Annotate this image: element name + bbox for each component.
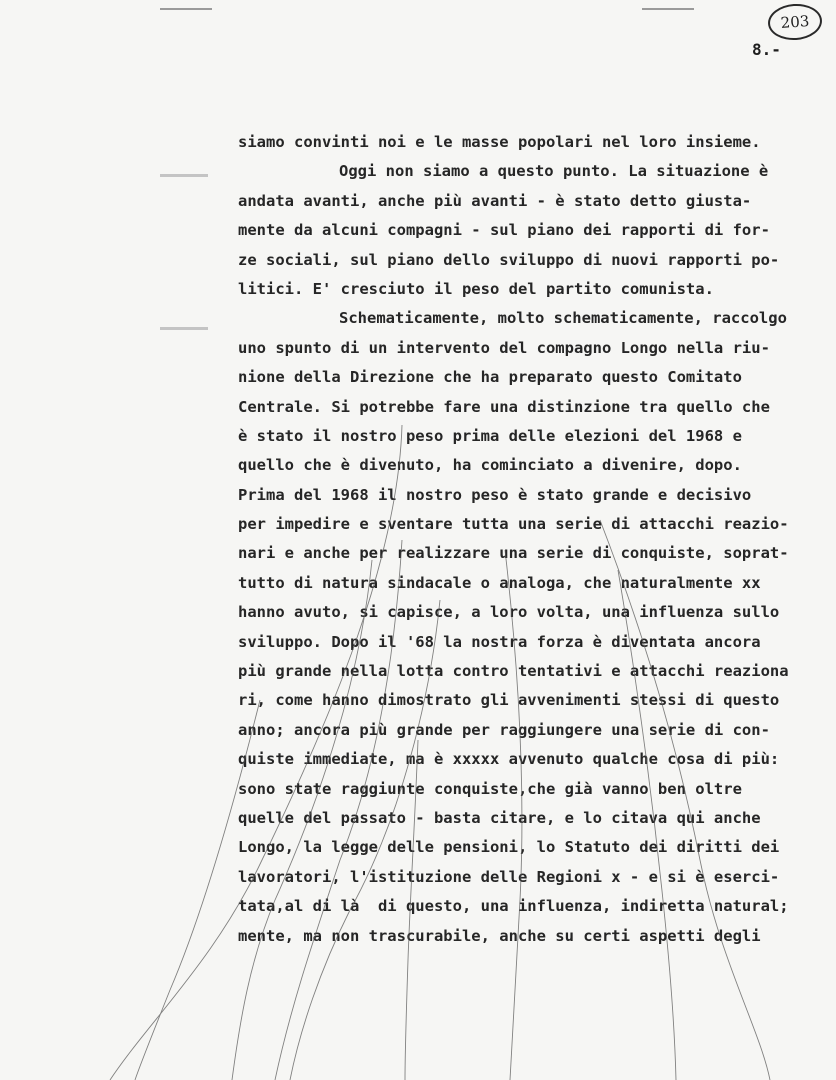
typewritten-text [238, 128, 828, 951]
top-scan-mark-right [642, 8, 694, 10]
text-line-16: tutto di natura sindacale o analoga, che naturalmente xx [238, 573, 761, 592]
text-line-1: siamo convinti noi e le masse popolari nel loro insieme. [238, 133, 761, 151]
text-line-20: ri, come hanno dimostrato gli avvenimenti stessi di questo [238, 691, 780, 710]
text-line-28: mente, ma non trascurabile, anche su certi aspetti degli [238, 926, 761, 945]
text-line-4: mente da alcuni compagni - sul piano dei rapporti di for- [238, 221, 770, 240]
text-line-10: Centrale. Si potrebbe fare una distinzione tra quello che [238, 397, 770, 416]
text-line-8: uno spunto di un intervento del compagno Longo nella riu- [238, 338, 770, 357]
text-line-26: lavoratori, l'istituzione delle Regioni x - e si è eserci- [238, 867, 780, 886]
text-line-27: tata,al di là di questo, una influenza, indiretta natural; [238, 897, 789, 916]
text-line-12: quello che è divenuto, ha cominciato a divenire, dopo. [238, 456, 742, 475]
text-line-25: Longo, la legge delle pensioni, lo Statuto dei diritti dei [238, 838, 780, 857]
text-line-3: andata avanti, anche più avanti - è stato detto giusta- [238, 191, 752, 210]
archive-stamp-number: 203 [780, 12, 810, 32]
text-line-5: ze sociali, sul piano dello sviluppo di nuovi rapporti po- [238, 250, 780, 269]
text-line-14: per impedire e sventare tutta una serie di attacchi reazio- [238, 515, 789, 534]
margin-scan-mark-upper [160, 174, 208, 177]
text-line-15: nari e anche per realizzare una serie di conquiste, soprat- [238, 544, 789, 563]
archive-stamp [767, 2, 823, 42]
text-line-19: più grande nella lotta contro tentativi e attacchi reaziona [238, 662, 789, 681]
top-scan-mark-left [160, 8, 212, 10]
text-line-7: Schematicamente, molto schematicamente, raccolgo [339, 309, 787, 328]
text-line-22: quiste immediate, ma è xxxxx avvenuto qualche cosa di più: [238, 750, 780, 769]
margin-scan-mark-middle [160, 327, 208, 330]
text-line-23: sono state raggiunte conquiste,che già vanno ben oltre [238, 779, 742, 798]
text-line-24: quelle del passato - basta citare, e lo citava qui anche [238, 808, 761, 827]
text-line-11: è stato il nostro peso prima delle elezioni del 1968 e [238, 426, 742, 445]
text-line-18: sviluppo. Dopo il '68 la nostra forza è diventata ancora [238, 632, 761, 651]
text-line-2: Oggi non siamo a questo punto. La situazione è [339, 162, 769, 181]
text-line-13: Prima del 1968 il nostro peso è stato grande e decisivo [238, 485, 752, 504]
page-number: 8.- [752, 40, 781, 59]
text-line-6: litici. E' cresciuto il peso del partito comunista. [238, 279, 714, 298]
text-line-17: hanno avuto, si capisce, a loro volta, una influenza sullo [238, 603, 780, 622]
text-line-9: nione della Direzione che ha preparato questo Comitato [238, 368, 742, 387]
text-line-21: anno; ancora più grande per raggiungere una serie di con- [238, 720, 770, 739]
